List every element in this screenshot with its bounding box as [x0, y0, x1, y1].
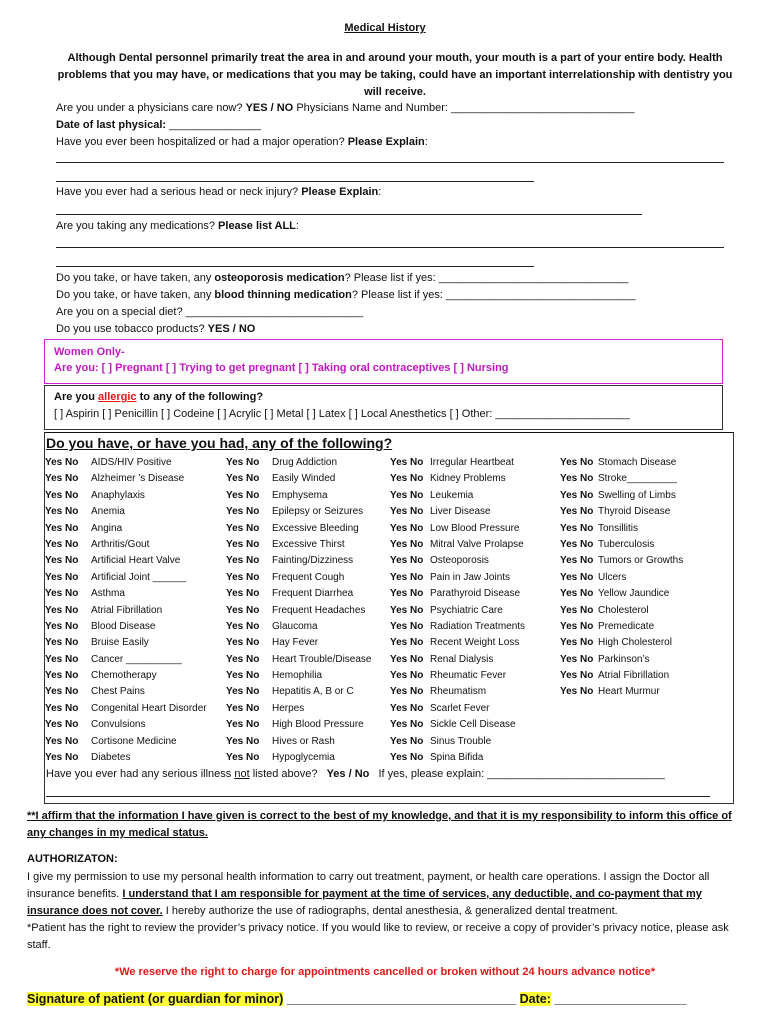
yes-no-selector[interactable]: Yes No	[226, 637, 260, 649]
last-physical: Date of last physical: _______________	[56, 119, 261, 131]
condition-row	[45, 455, 207, 471]
condition-label: Pain in Jaw Joints	[430, 571, 511, 583]
women-only-title: Women Only-	[54, 346, 125, 358]
condition-label: Drug Addiction	[272, 457, 338, 468]
condition-row	[226, 619, 372, 635]
yes-no-selector[interactable]: Yes No	[226, 571, 260, 583]
condition-row	[390, 504, 525, 520]
yes-no-selector[interactable]: Yes No	[560, 686, 594, 698]
condition-row	[226, 734, 372, 750]
cancellation-notice: *We reserve the right to charge for appointments cancelled or broken without 24 hours advance notice*	[114, 966, 656, 978]
yes-no-selector[interactable]: Yes No	[390, 457, 424, 468]
condition-label: Hives or Rash	[272, 735, 335, 747]
condition-label: Ulcers	[598, 571, 627, 583]
condition-label: Mitral Valve Prolapse	[430, 538, 524, 550]
last-physical-field[interactable]: _______________	[169, 119, 261, 131]
condition-label: Tonsillitis	[598, 522, 639, 534]
yes-no-selector[interactable]: Yes No	[45, 522, 79, 534]
diet-question: Are you on a special diet? _____________________________	[56, 306, 364, 318]
condition-row	[390, 750, 525, 766]
condition-label: Epilepsy or Seizures	[272, 506, 364, 518]
condition-label: Hepatitis A, B or C	[272, 686, 354, 698]
yes-no-selector[interactable]: Yes No	[390, 489, 424, 501]
yes-no-selector[interactable]: Yes No	[390, 538, 424, 550]
condition-row	[390, 701, 525, 717]
privacy-notice-paragraph: *Patient has the right to review the provider’s privacy notice. If you would like to review, or receive a copy of provider’s privacy notice, please ask staff.	[27, 922, 729, 951]
tobacco-yes-no[interactable]: YES / NO	[207, 323, 256, 335]
condition-label: Asthma	[91, 588, 125, 600]
condition-label: Cancer __________	[91, 653, 182, 665]
yes-no-selector[interactable]: Yes No	[560, 506, 594, 518]
other-illness-yes-no[interactable]: Yes / No	[326, 768, 370, 780]
condition-row	[45, 750, 207, 766]
condition-label: Artificial Heart Valve	[91, 555, 181, 567]
condition-label: Arthritis/Gout	[91, 538, 150, 550]
condition-row	[226, 488, 372, 504]
condition-row	[226, 537, 372, 553]
condition-label: Osteoporosis	[430, 555, 489, 567]
condition-label: Swelling of Limbs	[598, 489, 676, 501]
yes-no-selector[interactable]: Yes No	[45, 588, 79, 600]
yes-no-selector[interactable]: Yes No	[226, 555, 260, 567]
condition-label: Artificial Joint ______	[91, 571, 187, 583]
condition-row	[226, 586, 372, 602]
condition-label: Sickle Cell Disease	[430, 719, 516, 731]
yes-no-selector[interactable]: Yes No	[45, 686, 79, 698]
yes-no-selector[interactable]: Yes No	[45, 506, 79, 518]
physician-yes-no[interactable]: YES / NO	[245, 102, 294, 114]
yes-no-selector[interactable]: Yes No	[560, 473, 594, 485]
condition-label: Sinus Trouble	[430, 735, 492, 747]
condition-row	[226, 635, 372, 651]
condition-row	[45, 668, 207, 684]
condition-label: Atrial Fibrillation	[91, 604, 163, 616]
condition-label: Scarlet Fever	[430, 702, 490, 714]
yes-no-selector[interactable]: Yes No	[226, 670, 260, 682]
condition-row	[45, 635, 207, 651]
condition-row	[45, 471, 207, 487]
condition-label: Cholesterol	[598, 604, 649, 616]
yes-no-selector[interactable]: Yes No	[226, 620, 260, 632]
condition-row	[390, 635, 525, 651]
condition-row	[45, 701, 207, 717]
yes-no-selector[interactable]: Yes No	[390, 735, 424, 747]
date-field[interactable]: ___________________	[554, 992, 687, 1006]
condition-row	[45, 652, 207, 668]
condition-label: Emphysema	[272, 489, 328, 501]
other-illness-field[interactable]: _____________________________	[487, 768, 665, 780]
condition-row	[45, 734, 207, 750]
yes-no-selector[interactable]: Yes No	[45, 555, 79, 567]
condition-row	[390, 521, 525, 537]
condition-label: Cortisone Medicine	[91, 735, 177, 747]
condition-label: Frequent Diarrhea	[272, 588, 354, 600]
condition-row	[560, 455, 683, 471]
yes-no-selector[interactable]: Yes No	[390, 506, 424, 518]
condition-label: Chest Pains	[91, 686, 145, 698]
yes-no-selector[interactable]: Yes No	[45, 620, 79, 632]
condition-row	[45, 684, 207, 700]
condition-label: Heart Murmur	[598, 686, 660, 698]
yes-no-selector[interactable]: Yes No	[226, 702, 260, 714]
condition-label: Radiation Treatments	[430, 620, 526, 632]
osteoporosis-question: Do you take, or have taken, any osteoporosis medication? Please list if yes: _______________________________	[56, 272, 629, 284]
yes-no-selector[interactable]: Yes No	[390, 588, 424, 600]
condition-row	[560, 537, 683, 553]
condition-row	[560, 586, 683, 602]
diet-field[interactable]: _____________________________	[185, 306, 364, 318]
condition-row	[390, 471, 525, 487]
condition-label: Bruise Easily	[91, 637, 149, 649]
allergy-question: Are you allergic to any of the following?	[54, 391, 264, 403]
condition-row	[560, 504, 683, 520]
hospital-question: Have you ever been hospitalized or had a major operation? Please Explain:	[56, 136, 428, 148]
yes-no-selector[interactable]: Yes No	[226, 735, 260, 747]
condition-label: Rheumatic Fever	[430, 670, 507, 682]
condition-label: Stroke_________	[598, 473, 677, 485]
condition-label: Hemophilia	[272, 670, 323, 682]
condition-row	[226, 684, 372, 700]
yes-no-selector[interactable]: Yes No	[45, 752, 79, 764]
condition-row	[226, 668, 372, 684]
other-illness-answer-line[interactable]	[46, 796, 710, 797]
condition-row	[226, 570, 372, 586]
yes-no-selector[interactable]: Yes No	[560, 637, 594, 649]
allergic-word: allergic	[98, 391, 137, 403]
condition-label: Psychiatric Care	[430, 604, 503, 616]
yes-no-selector[interactable]: Yes No	[390, 473, 424, 485]
condition-row	[45, 488, 207, 504]
condition-label: High Cholesterol	[598, 637, 672, 649]
yes-no-selector[interactable]: Yes No	[226, 538, 260, 550]
yes-no-selector[interactable]: Yes No	[45, 653, 79, 665]
medications-question: Are you taking any medications? Please list ALL:	[56, 220, 299, 232]
signature-line: Signature of patient (or guardian for minor) _________________________________ Date: ___________________	[27, 992, 687, 1006]
condition-row	[390, 603, 525, 619]
condition-label: Tuberculosis	[598, 538, 655, 550]
yes-no-selector[interactable]: Yes No	[560, 620, 594, 632]
yes-no-selector[interactable]: Yes No	[45, 670, 79, 682]
condition-label: Excessive Bleeding	[272, 522, 359, 534]
yes-no-selector[interactable]: Yes No	[560, 670, 594, 682]
condition-label: Recent Weight Loss	[430, 637, 520, 649]
condition-row	[45, 619, 207, 635]
yes-no-selector[interactable]: Yes No	[560, 653, 594, 665]
conditions-column-2	[226, 455, 372, 766]
condition-row	[390, 684, 525, 700]
intro-paragraph: Although Dental personnel primarily treat the area in and around your mouth, your mouth is a part of your entire body. Health problems that you may have, or medications that you may be taking, could have an important interrelationship with dentistry you will receive.	[57, 52, 733, 98]
yes-no-selector[interactable]: Yes No	[226, 604, 260, 616]
condition-label: Anemia	[91, 506, 125, 518]
yes-no-selector[interactable]: Yes No	[390, 620, 424, 632]
yes-no-selector[interactable]: Yes No	[226, 489, 260, 501]
condition-row	[560, 635, 683, 651]
head-injury-answer-line[interactable]	[56, 214, 642, 215]
blood-thinner-field[interactable]: _______________________________	[446, 289, 636, 301]
conditions-heading: Do you have, or have you had, any of the following?	[46, 435, 393, 451]
condition-label: Yellow Jaundice	[598, 588, 670, 600]
condition-row	[560, 684, 683, 700]
yes-no-selector[interactable]: Yes No	[390, 555, 424, 567]
yes-no-selector[interactable]: Yes No	[560, 555, 594, 567]
condition-row	[226, 471, 372, 487]
other-illness-question: Have you ever had any serious illness not listed above? Yes / No If yes, please explain: _____________________________	[46, 768, 665, 780]
yes-no-selector[interactable]: Yes No	[45, 538, 79, 550]
yes-no-selector[interactable]: Yes No	[560, 588, 594, 600]
condition-row	[45, 570, 207, 586]
yes-no-selector[interactable]: Yes No	[390, 719, 424, 731]
conditions-column-4	[560, 455, 683, 701]
yes-no-selector[interactable]: Yes No	[560, 604, 594, 616]
condition-label: Kidney Problems	[430, 473, 506, 485]
condition-label: Premedicate	[598, 620, 655, 632]
condition-label: Renal Dialysis	[430, 653, 494, 665]
condition-label: Fainting/Dizziness	[272, 555, 354, 567]
condition-label: Thyroid Disease	[598, 506, 671, 518]
physician-question: Are you under a physicians care now? YES / NO Physicians Name and Number: ______________________________	[56, 102, 635, 114]
yes-no-selector[interactable]: Yes No	[226, 473, 260, 485]
allergy-other-field[interactable]: ______________________	[495, 408, 631, 420]
condition-row	[45, 717, 207, 733]
condition-row	[45, 537, 207, 553]
signature-field[interactable]: _________________________________	[286, 992, 517, 1006]
yes-no-selector[interactable]: Yes No	[45, 571, 79, 583]
condition-row	[226, 521, 372, 537]
yes-no-selector[interactable]: Yes No	[226, 506, 260, 518]
condition-label: Herpes	[272, 702, 305, 714]
condition-row	[226, 750, 372, 766]
condition-label: Frequent Headaches	[272, 604, 366, 616]
yes-no-selector[interactable]: Yes No	[226, 719, 260, 731]
condition-label: AIDS/HIV Positive	[91, 457, 172, 468]
yes-no-selector[interactable]: Yes No	[226, 588, 260, 600]
physician-name-field[interactable]: ______________________________	[451, 102, 635, 114]
women-only-options[interactable]: Are you: [ ] Pregnant [ ] Trying to get pregnant [ ] Taking oral contraceptives [ ] Nursing	[54, 362, 509, 374]
condition-row	[390, 717, 525, 733]
yes-no-selector[interactable]: Yes No	[226, 653, 260, 665]
condition-row	[226, 652, 372, 668]
condition-row	[390, 652, 525, 668]
condition-label: Hay Fever	[272, 637, 319, 649]
conditions-column-3	[390, 455, 525, 766]
condition-row	[390, 570, 525, 586]
condition-row	[226, 717, 372, 733]
yes-no-selector[interactable]: Yes No	[226, 522, 260, 534]
condition-row	[390, 586, 525, 602]
condition-row	[390, 734, 525, 750]
yes-no-selector[interactable]: Yes No	[226, 457, 260, 468]
condition-row	[560, 668, 683, 684]
condition-label: Leukemia	[430, 489, 474, 501]
yes-no-selector[interactable]: Yes No	[226, 686, 260, 698]
condition-row	[560, 553, 683, 569]
condition-row	[390, 537, 525, 553]
condition-label: Convulsions	[91, 719, 146, 731]
yes-no-selector[interactable]: Yes No	[45, 702, 79, 714]
yes-no-selector[interactable]: Yes No	[45, 719, 79, 731]
condition-label: Frequent Cough	[272, 571, 345, 583]
hospital-answer-line-2[interactable]	[56, 181, 534, 182]
yes-no-selector[interactable]: Yes No	[390, 670, 424, 682]
yes-no-selector[interactable]: Yes No	[45, 473, 79, 485]
condition-row	[226, 701, 372, 717]
yes-no-selector[interactable]: Yes No	[390, 702, 424, 714]
yes-no-selector[interactable]: Yes No	[560, 538, 594, 550]
yes-no-selector[interactable]: Yes No	[560, 522, 594, 534]
yes-no-selector[interactable]: Yes No	[390, 571, 424, 583]
conditions-column-1	[45, 455, 207, 766]
condition-row	[45, 553, 207, 569]
condition-label: Parathyroid Disease	[430, 588, 521, 600]
condition-label: Excessive Thirst	[272, 538, 345, 550]
condition-label: Angina	[91, 522, 123, 534]
condition-label: Anaphylaxis	[91, 489, 145, 501]
yes-no-selector[interactable]: Yes No	[226, 752, 260, 764]
condition-label: Low Blood Pressure	[430, 522, 520, 534]
condition-row	[560, 488, 683, 504]
condition-row	[560, 570, 683, 586]
hospital-answer-line-1[interactable]	[56, 162, 724, 163]
allergy-options	[54, 408, 630, 420]
yes-no-selector[interactable]: Yes No	[390, 686, 424, 698]
condition-label: Rheumatism	[430, 686, 487, 698]
tobacco-question: Do you use tobacco products? YES / NO	[56, 323, 256, 335]
condition-row	[560, 652, 683, 668]
condition-row	[226, 455, 372, 471]
condition-row	[390, 553, 525, 569]
authorization-heading: AUTHORIZATON:	[27, 853, 118, 865]
page-title: Medical History	[344, 22, 426, 34]
condition-label: Blood Disease	[91, 620, 156, 632]
condition-row	[390, 455, 525, 471]
yes-no-selector[interactable]: Yes No	[560, 489, 594, 501]
authorization-paragraph: I give my permission to use my personal health information to carry out treatment, payment, or health care operations. I assign the Doctor all insurance benefits. I understand that I am responsible for payment at the time of services, any deductible, and co-payment that my insurance does not cover. I hereby authorize the use of radiographs, dental anesthesia, & generalized dental treatment.	[27, 871, 710, 917]
condition-label: Chemotherapy	[91, 670, 157, 682]
condition-row	[226, 603, 372, 619]
yes-no-selector[interactable]: Yes No	[390, 653, 424, 665]
condition-label: Hypoglycemia	[272, 752, 335, 764]
condition-row	[45, 586, 207, 602]
condition-label: Atrial Fibrillation	[598, 670, 670, 682]
yes-no-selector[interactable]: Yes No	[45, 457, 79, 468]
yes-no-selector[interactable]: Yes No	[45, 735, 79, 747]
condition-row	[560, 521, 683, 537]
condition-row	[560, 619, 683, 635]
condition-label: Alzheimer ’s Disease	[91, 473, 185, 485]
condition-row	[390, 668, 525, 684]
condition-label: Tumors or Growths	[598, 555, 684, 567]
condition-row	[226, 504, 372, 520]
condition-row	[560, 603, 683, 619]
yes-no-selector[interactable]: Yes No	[45, 489, 79, 501]
condition-row	[560, 471, 683, 487]
condition-label: Heart Trouble/Disease	[272, 653, 372, 665]
yes-no-selector[interactable]: Yes No	[390, 752, 424, 764]
osteoporosis-field[interactable]: _______________________________	[438, 272, 629, 284]
condition-label: Irregular Heartbeat	[430, 457, 514, 468]
blood-thinner-question: Do you take, or have taken, any blood thinning medication? Please list if yes: _______________________________	[56, 289, 636, 301]
medications-answer-line-1[interactable]	[56, 247, 724, 248]
yes-no-selector[interactable]: Yes No	[390, 604, 424, 616]
yes-no-selector[interactable]: Yes No	[390, 522, 424, 534]
condition-label: Glaucoma	[272, 620, 318, 632]
allergy-checkboxes[interactable]: [ ] Aspirin [ ] Penicillin [ ] Codeine [ ] Acrylic [ ] Metal [ ] Latex [ ] Local Anesthetics [ ] Other:	[54, 408, 493, 420]
condition-row	[45, 521, 207, 537]
yes-no-selector[interactable]: Yes No	[45, 637, 79, 649]
yes-no-selector[interactable]: Yes No	[560, 457, 594, 468]
condition-label: Parkinson’s	[598, 653, 650, 665]
condition-label: High Blood Pressure	[272, 719, 364, 731]
yes-no-selector[interactable]: Yes No	[390, 637, 424, 649]
condition-row	[45, 603, 207, 619]
condition-row	[390, 619, 525, 635]
affirmation-statement: **I affirm that the information I have given is correct to the best of my knowledge, and that it is my responsibility to inform this office of any changes in my medical status.	[27, 810, 732, 839]
head-injury-question: Have you ever had a serious head or neck injury? Please Explain:	[56, 186, 382, 198]
condition-label: Easily Winded	[272, 473, 336, 485]
condition-row	[226, 553, 372, 569]
condition-row	[45, 504, 207, 520]
condition-label: Stomach Disease	[598, 457, 677, 468]
condition-label: Diabetes	[91, 752, 131, 764]
condition-label: Liver Disease	[430, 506, 491, 518]
condition-label: Spina Bifida	[430, 752, 484, 764]
condition-row	[390, 488, 525, 504]
yes-no-selector[interactable]: Yes No	[560, 571, 594, 583]
medications-answer-line-2[interactable]	[56, 266, 534, 267]
condition-label: Congenital Heart Disorder	[91, 702, 207, 714]
yes-no-selector[interactable]: Yes No	[45, 604, 79, 616]
